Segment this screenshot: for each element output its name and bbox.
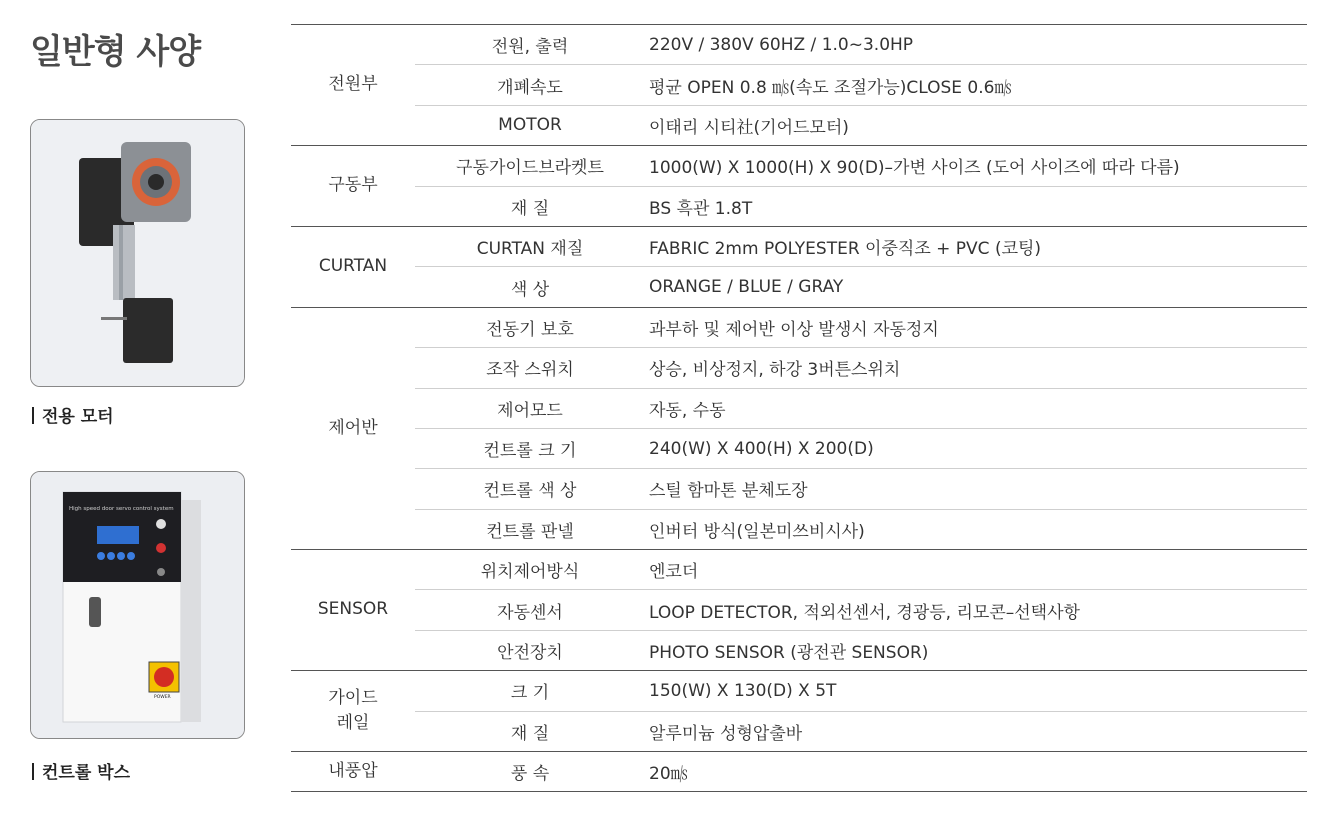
spec-table xyxy=(291,24,1307,792)
value-cell: 스틸 함마톤 분체도장 xyxy=(645,469,1307,509)
table-row xyxy=(291,25,1307,65)
item-cell: 전동기 보호 xyxy=(415,307,645,347)
caption-bar xyxy=(32,407,34,424)
item-cell: 안전장치 xyxy=(415,630,645,670)
value-cell: 이태리 시티社(기어드모터) xyxy=(645,105,1307,145)
item-cell: 구동가이드브라켓트 xyxy=(415,146,645,186)
table-row xyxy=(291,752,1307,792)
table-row xyxy=(291,469,1307,509)
motor-image xyxy=(31,120,245,387)
item-cell: 전원, 출력 xyxy=(415,25,645,65)
motor-photo xyxy=(30,119,245,387)
value-cell: 1000(W) X 1000(H) X 90(D)–가변 사이즈 (도어 사이즈에 따라 다름) xyxy=(645,146,1307,186)
table-row xyxy=(291,226,1307,266)
value-cell: 220V / 380V 60HZ / 1.0~3.0HP xyxy=(645,25,1307,65)
value-cell: PHOTO SENSOR (광전관 SENSOR) xyxy=(645,630,1307,670)
table-row xyxy=(291,146,1307,186)
category-cell: SENSOR xyxy=(291,550,415,671)
power-label: POWER xyxy=(154,695,171,700)
category-cell: CURTAN xyxy=(291,226,415,307)
table-row xyxy=(291,105,1307,145)
table-row xyxy=(291,711,1307,751)
item-cell: 풍 속 xyxy=(415,752,645,792)
table-row xyxy=(291,550,1307,590)
item-cell: 제어모드 xyxy=(415,388,645,428)
category-line: 레일 xyxy=(336,713,370,734)
value-cell: 과부하 및 제어반 이상 발생시 자동정지 xyxy=(645,307,1307,347)
value-cell: 상승, 비상정지, 하강 3버튼스위치 xyxy=(645,348,1307,388)
table-row xyxy=(291,630,1307,670)
category-cell: 구동부 xyxy=(291,146,415,227)
item-cell: 개폐속도 xyxy=(415,65,645,105)
category-line: 가이드 xyxy=(328,687,378,708)
value-cell: 평균 OPEN 0.8 ㎧(속도 조절가능)CLOSE 0.6㎧ xyxy=(645,65,1307,105)
control-box-photo xyxy=(30,471,245,739)
table-row xyxy=(291,509,1307,549)
panel-text: High speed door servo control system xyxy=(69,506,174,512)
value-cell: ORANGE / BLUE / GRAY xyxy=(645,267,1307,307)
item-cell: 재 질 xyxy=(415,711,645,751)
motor-caption xyxy=(32,402,114,427)
value-cell: BS 흑관 1.8T xyxy=(645,186,1307,226)
page-title: 일반형 사양 xyxy=(30,32,201,72)
value-cell: LOOP DETECTOR, 적외선센서, 경광등, 리모콘–선택사항 xyxy=(645,590,1307,630)
control-box-caption-text: 컨트롤 박스 xyxy=(42,763,131,783)
item-cell: 컨트롤 판넬 xyxy=(415,509,645,549)
value-cell: 자동, 수동 xyxy=(645,388,1307,428)
control-box-image xyxy=(31,472,245,739)
value-cell: 인버터 방식(일본미쓰비시사) xyxy=(645,509,1307,549)
table-row xyxy=(291,428,1307,468)
item-cell: 크 기 xyxy=(415,671,645,711)
table-row xyxy=(291,590,1307,630)
value-cell: 240(W) X 400(H) X 200(D) xyxy=(645,428,1307,468)
control-box-caption xyxy=(32,758,130,783)
table-row xyxy=(291,348,1307,388)
value-cell: FABRIC 2mm POLYESTER 이중직조 + PVC (코팅) xyxy=(645,226,1307,266)
item-cell: MOTOR xyxy=(415,105,645,145)
table-row xyxy=(291,388,1307,428)
item-cell: 위치제어방식 xyxy=(415,550,645,590)
item-cell: 컨트롤 색 상 xyxy=(415,469,645,509)
table-row xyxy=(291,65,1307,105)
item-cell: 컨트롤 크 기 xyxy=(415,428,645,468)
category-cell: 제어반 xyxy=(291,307,415,549)
table-row xyxy=(291,186,1307,226)
item-cell: 조작 스위치 xyxy=(415,348,645,388)
value-cell: 엔코더 xyxy=(645,550,1307,590)
item-cell: CURTAN 재질 xyxy=(415,226,645,266)
table-row xyxy=(291,307,1307,347)
value-cell: 20㎧ xyxy=(645,752,1307,792)
value-cell: 150(W) X 130(D) X 5T xyxy=(645,671,1307,711)
category-cell: 내풍압 xyxy=(291,752,415,792)
category-cell: 전원부 xyxy=(291,25,415,146)
table-row xyxy=(291,671,1307,711)
item-cell: 색 상 xyxy=(415,267,645,307)
value-cell: 알루미늄 성형압출바 xyxy=(645,711,1307,751)
table-row xyxy=(291,267,1307,307)
item-cell: 자동센서 xyxy=(415,590,645,630)
category-cell xyxy=(291,671,415,752)
caption-bar xyxy=(32,763,34,780)
motor-caption-text: 전용 모터 xyxy=(42,407,114,427)
item-cell: 재 질 xyxy=(415,186,645,226)
